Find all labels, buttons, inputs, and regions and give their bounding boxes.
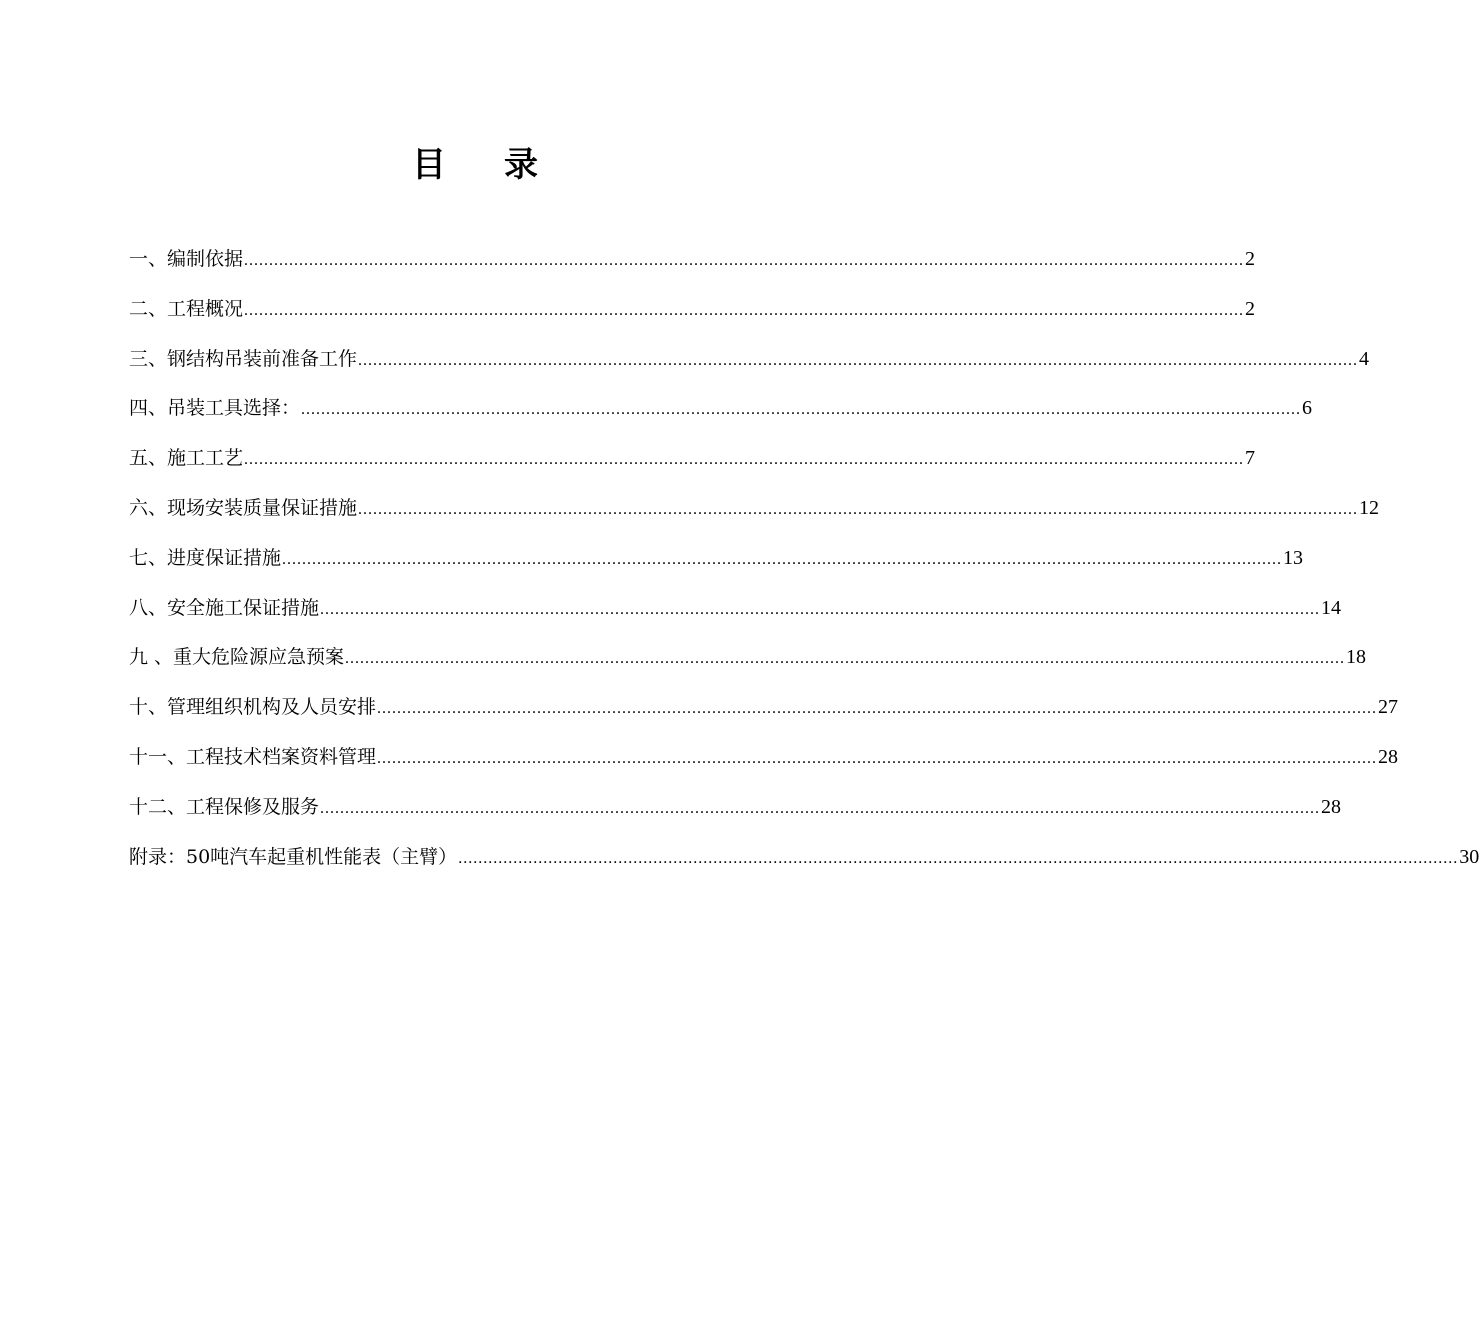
dot-leader: ........................................................................................................................................................................................................ (358, 351, 1359, 369)
table-of-contents (129, 239, 1479, 886)
toc-entry[interactable] (129, 438, 1256, 488)
dot-leader: ........................................................................................................................................................................................................ (244, 301, 1245, 319)
toc-entry[interactable] (129, 289, 1256, 339)
toc-page-number: 2 (1245, 248, 1256, 270)
dot-leader: ........................................................................................................................................................................................................ (458, 849, 1459, 867)
dot-leader: ........................................................................................................................................................................................................ (377, 749, 1378, 767)
toc-entry[interactable] (129, 687, 1399, 737)
toc-entry[interactable] (129, 538, 1304, 588)
toc-page-number: 4 (1359, 347, 1370, 370)
dot-leader: ........................................................................................................................................................................................................ (282, 550, 1283, 568)
toc-page-number: 28 (1321, 795, 1342, 818)
dot-leader: ........................................................................................................................................................................................................ (320, 600, 1321, 618)
toc-entry-label: 十、管理组织机构及人员安排 (129, 696, 377, 719)
toc-page-number: 12 (1359, 496, 1380, 519)
toc-entry[interactable] (129, 488, 1380, 538)
toc-entry[interactable] (129, 787, 1342, 837)
toc-entry[interactable] (129, 637, 1367, 687)
toc-page-number: 27 (1378, 696, 1399, 719)
toc-entry-label: 一、编制依据 (129, 248, 244, 270)
toc-entry-label: 九 、重大危险源应急预案 (129, 646, 345, 669)
toc-entry[interactable] (129, 339, 1370, 389)
dot-leader: ........................................................................................................................................................................................................ (345, 650, 1346, 668)
page-title: 目录 (412, 145, 596, 185)
toc-page-number: 13 (1283, 546, 1304, 569)
toc-entry-label: 三、钢结构吊装前准备工作 (129, 347, 358, 370)
toc-entry[interactable] (129, 837, 1479, 887)
toc-entry-label: 七、进度保证措施 (129, 546, 282, 569)
dot-leader: ........................................................................................................................................................................................................ (301, 401, 1302, 419)
toc-entry-label: 附录：50吨汽车起重机性能表（主臂） (129, 845, 458, 868)
toc-entry-label: 四、吊装工具选择： (129, 397, 301, 420)
toc-page-number: 2 (1245, 297, 1256, 320)
toc-page-number: 14 (1321, 596, 1342, 619)
toc-entry[interactable] (129, 388, 1313, 438)
toc-page-number: 30 (1459, 845, 1479, 868)
dot-leader: ........................................................................................................................................................................................................ (244, 451, 1245, 469)
toc-entry-label: 五、施工工艺 (129, 447, 244, 470)
toc-entry-label: 十二、工程保修及服务 (129, 795, 320, 818)
toc-entry-label: 二、工程概况 (129, 297, 244, 320)
toc-entry-label: 八、安全施工保证措施 (129, 596, 320, 619)
toc-page-number: 7 (1245, 447, 1256, 470)
toc-page-number: 6 (1302, 397, 1313, 420)
dot-leader: ........................................................................................................................................................................................................ (320, 799, 1321, 817)
toc-entry[interactable] (129, 588, 1342, 638)
toc-page-number: 18 (1346, 646, 1367, 669)
toc-entry-label: 十一、工程技术档案资料管理 (129, 745, 377, 768)
toc-entry[interactable] (129, 239, 1256, 289)
dot-leader: ........................................................................................................................................................................................................ (358, 500, 1359, 518)
dot-leader: ........................................................................................................................................................................................................ (244, 252, 1245, 269)
toc-entry[interactable] (129, 737, 1399, 787)
dot-leader: ........................................................................................................................................................................................................ (377, 700, 1378, 718)
toc-entry-label: 六、现场安装质量保证措施 (129, 496, 358, 519)
toc-page-number: 28 (1378, 745, 1399, 768)
